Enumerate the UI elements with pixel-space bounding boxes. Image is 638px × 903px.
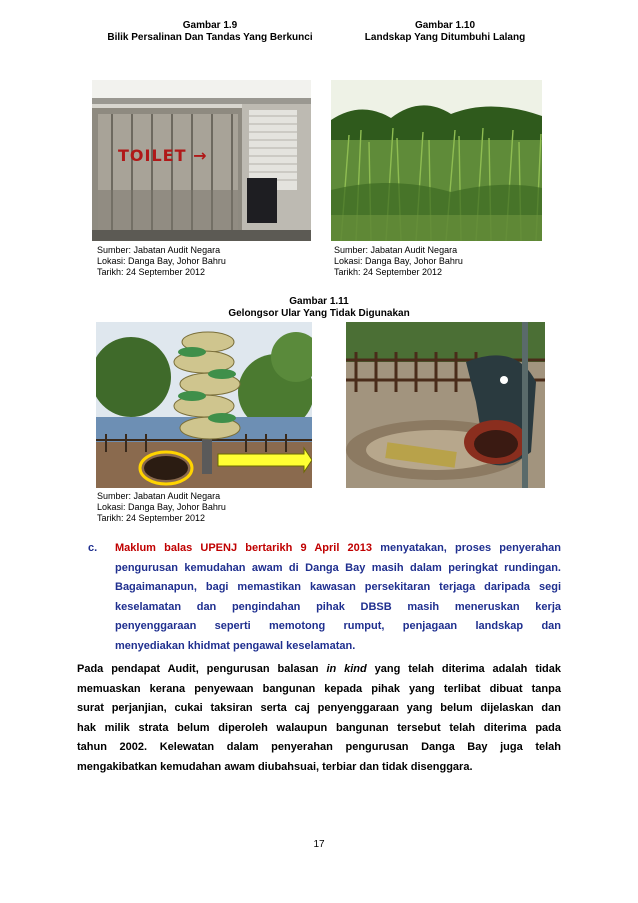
- toilet-sign: TOILET →: [118, 146, 208, 165]
- figure-number: Gambar 1.11: [289, 296, 349, 307]
- date-line: Tarikh: 24 September 2012: [97, 513, 206, 523]
- date-line: Tarikh: 24 September 2012: [334, 267, 443, 277]
- item-c-line: menyatakan, proses penyerahan: [380, 542, 562, 554]
- item-c-line: Bagaimanapun, bagi memastikan kawasan persekitaran terjaga daripada segi: [115, 581, 561, 593]
- audit-opinion-paragraph: [77, 660, 561, 777]
- location-line: Lokasi: Danga Bay, Johor Bahru: [97, 502, 226, 512]
- figure-1-11-caption: [180, 296, 458, 320]
- paragraph-line: hak milik strata belum diperoleh walaupun bangunan tersebut telah diterima pada: [77, 721, 561, 734]
- figure-number: Gambar 1.9: [182, 20, 238, 31]
- item-c-label: c.: [88, 542, 98, 554]
- location-line: Lokasi: Danga Bay, Johor Bahru: [97, 256, 226, 266]
- paragraph-line: surat perjanjian, cukai taksiran serta caj penyenggaraan yang belum dijelaskan dan: [77, 702, 561, 714]
- snake-slide-photo: [96, 322, 312, 488]
- figure-1-11-source: [97, 491, 226, 524]
- page-number: 17: [313, 839, 325, 850]
- paragraph-line: tahun 2002. Kelewatan dalam penyerahan pengurusan Danga Bay juga telah: [77, 741, 561, 753]
- figure-title: Gelongsor Ular Yang Tidak Digunakan: [228, 308, 410, 319]
- slide-exit-photo: [346, 322, 545, 488]
- item-c-line: keselamatan dan pengindahan pihak DBSB masih meneruskan kerja: [115, 600, 561, 613]
- source-line: Sumber: Jabatan Audit Negara: [334, 245, 458, 255]
- figure-1-9-source: [97, 245, 226, 278]
- source-line: Sumber: Jabatan Audit Negara: [97, 491, 221, 501]
- item-c-text: [115, 539, 561, 656]
- date-line: Tarikh: 24 September 2012: [97, 267, 206, 277]
- item-c-line: pengurusan kemudahan awam di Danga Bay masih dalam peringkat rundingan.: [115, 561, 561, 574]
- paragraph-text: yang telah diterima adalah tidak: [374, 663, 561, 675]
- figure-1-9-caption: [80, 20, 340, 44]
- source-line: Sumber: Jabatan Audit Negara: [97, 245, 221, 255]
- figure-1-10-source: [334, 245, 463, 278]
- toilet-photo: [92, 80, 311, 241]
- figure-title: Landskap Yang Ditumbuhi Lalang: [364, 32, 526, 43]
- figure-title: Bilik Persalinan Dan Tandas Yang Berkunci: [107, 32, 313, 43]
- location-line: Lokasi: Danga Bay, Johor Bahru: [334, 256, 463, 266]
- paragraph-italic: in kind: [326, 663, 367, 675]
- item-c-red-lead: Maklum balas UPENJ bertarikh 9 April 2013: [115, 542, 373, 554]
- item-c-line: menyediakan khidmat pengawal keselamatan.: [115, 639, 356, 652]
- paragraph-text: Pada pendapat Audit, pengurusan balasan: [77, 663, 319, 675]
- landscape-photo: [331, 80, 542, 241]
- figure-number: Gambar 1.10: [414, 20, 476, 31]
- item-c-line: penyenggaraan seperti memotong rumput, penjagaan landskap dan: [115, 620, 561, 632]
- figure-1-10-caption: [330, 20, 560, 44]
- paragraph-line: mengakibatkan kemudahan awam diubahsuai, terbiar dan tidak disenggara.: [77, 760, 473, 773]
- paragraph-line: memuaskan kerana penyewaan bangunan kepada pihak yang terlibat dibuat tanpa: [77, 682, 561, 695]
